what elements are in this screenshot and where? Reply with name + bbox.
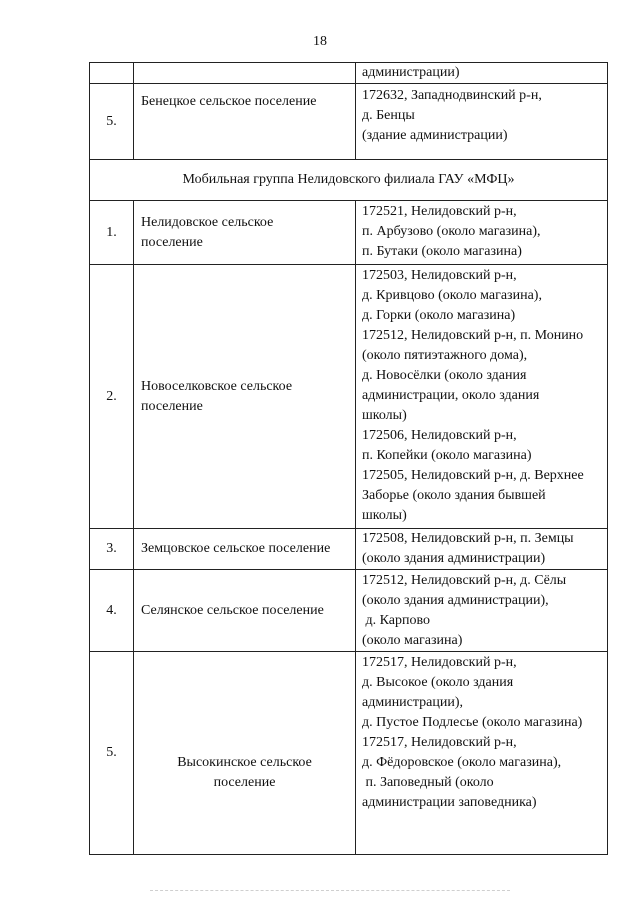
address-line: п. Бутаки (около магазина) (362, 244, 522, 259)
address-line: 172505, Нелидовский р-н, д. Верхнее (362, 468, 584, 483)
address-line: д. Кривцово (около магазина), (362, 288, 542, 303)
address-line: (около магазина) (362, 633, 463, 648)
settlement-name: Высокинское сельское (177, 755, 312, 770)
table-row (90, 201, 608, 265)
settlement-name: Новоселковское сельское (141, 378, 293, 394)
row-number: 1. (90, 201, 134, 265)
row-number: 2. (90, 265, 134, 529)
settlements-table (89, 62, 608, 855)
address-line: школы) (362, 408, 407, 423)
section-title: Мобильная группа Нелидовского филиала ГАУ «МФЦ» (90, 160, 608, 201)
address-line: (около здания администрации), (362, 593, 549, 608)
address-line: п. Заповедный (около (362, 775, 494, 790)
scan-edge-line (150, 890, 510, 891)
name-cell (134, 265, 356, 529)
address-line: 172512, Нелидовский р-н, п. Монино (362, 328, 584, 343)
row-number: 3. (90, 529, 134, 570)
address-line: д. Высокое (около здания (362, 675, 514, 690)
table-row (90, 529, 608, 570)
address-line: администрации), (362, 695, 464, 710)
address-line: (около пятиэтажного дома), (362, 348, 528, 363)
table-row (90, 265, 608, 529)
address-line: 172512, Нелидовский р-н, д. Сёлы (362, 573, 567, 588)
address-line: п. Копейки (около магазина) (362, 448, 532, 463)
name-cell (134, 652, 356, 855)
settlement-name: Земцовское сельское поселение (141, 541, 331, 556)
settlement-name: поселение (141, 234, 203, 250)
address-line: (около здания администрации) (362, 551, 546, 566)
address-line: администрации заповедника) (362, 795, 537, 810)
row-number: 5. (90, 652, 134, 855)
address-line: администрации, около здания (362, 388, 540, 403)
address-line: д. Бенцы (362, 108, 415, 123)
address-line: д. Фёдоровское (около магазина), (362, 755, 562, 770)
section-header-row (90, 160, 608, 201)
name-cell (134, 529, 356, 570)
address-line: 172503, Нелидовский р-н, (362, 268, 517, 283)
settlement-name: поселение (141, 398, 203, 414)
address-cell (356, 63, 608, 84)
address-line: (здание администрации) (362, 128, 508, 143)
address-cell (356, 84, 608, 160)
row-number: 4. (90, 570, 134, 652)
address-line: 172517, Нелидовский р-н, (362, 735, 517, 750)
num-cell (90, 63, 134, 84)
page-number: 18 (313, 34, 327, 49)
address-cell (356, 265, 608, 529)
name-cell (134, 63, 356, 84)
name-cell (134, 84, 356, 160)
address-line: 172508, Нелидовский р-н, п. Земцы (362, 531, 574, 546)
table-row-continuation (90, 63, 608, 84)
row-number: 5. (90, 84, 134, 160)
settlement-name: Нелидовское сельское (141, 214, 274, 230)
address-line: 172521, Нелидовский р-н, (362, 204, 517, 219)
address-cell (356, 652, 608, 855)
address-line: школы) (362, 508, 407, 523)
address-line: д. Карпово (362, 613, 430, 628)
table-row (90, 570, 608, 652)
address-line: 172506, Нелидовский р-н, (362, 428, 517, 443)
name-cell (134, 570, 356, 652)
table-row (90, 652, 608, 855)
address-line: Заборье (около здания бывшей (362, 488, 546, 503)
name-cell (134, 201, 356, 265)
settlement-name: Селянское сельское поселение (141, 602, 324, 618)
address-cell (356, 529, 608, 570)
table-row (90, 84, 608, 160)
address-line: д. Пустое Подлесье (около магазина) (362, 715, 583, 730)
address-line: п. Арбузово (около магазина), (362, 224, 541, 239)
address-cell (356, 201, 608, 265)
address-line: д. Новосёлки (около здания (362, 368, 527, 383)
settlement-name: Бенецкое сельское поселение (141, 94, 317, 109)
address-line: д. Горки (около магазина) (362, 308, 516, 323)
settlement-name: поселение (213, 775, 276, 790)
address-cell (356, 570, 608, 652)
address-line: администрации) (362, 65, 460, 80)
address-line: 172632, Западнодвинский р-н, (362, 88, 542, 103)
address-line: 172517, Нелидовский р-н, (362, 655, 517, 670)
